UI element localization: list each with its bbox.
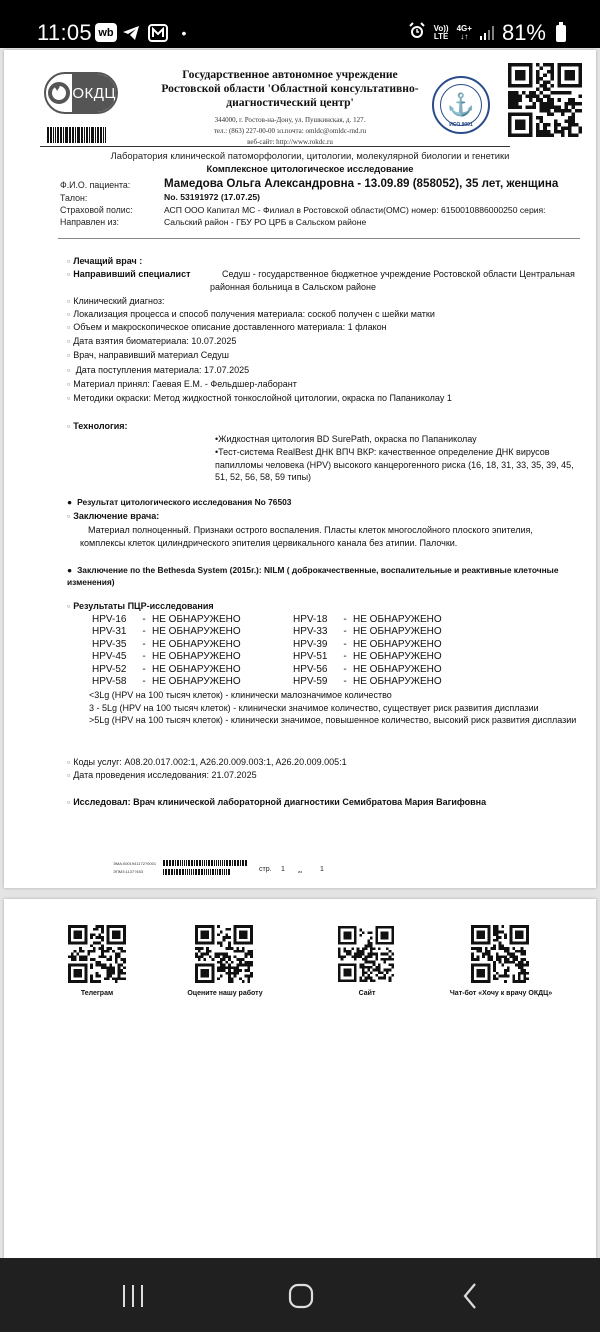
separator: -: [343, 651, 347, 663]
clinical-diagnosis: ▫ Клинический диагноз:: [67, 296, 165, 306]
barcode-bar: [171, 869, 173, 875]
pcr-result-row: [92, 626, 241, 637]
hpv-result: НЕ ОБНАРУЖЕНО: [152, 626, 241, 638]
qr-code-graphic: [508, 63, 582, 137]
barcode-bar: [77, 127, 80, 143]
material-volume: ▫ Объем и макроскопическое описание доставленного материала: 1 флакон: [67, 322, 387, 332]
barcode-bar: [194, 860, 195, 866]
barcode-bar: [95, 127, 96, 143]
barcode-bar: [186, 860, 187, 866]
barcode-bar: [228, 869, 230, 875]
technology-item-1: •Жидкостная цитология BD SurePath, окраска по Папаниколау: [215, 434, 477, 444]
signal-strength-icon: [480, 26, 494, 40]
barcode-bar: [72, 127, 74, 143]
doctor-conclusion-label: ▫ Заключение врача:: [67, 511, 160, 521]
accepted-by: ▫ Материал принял: Гаевая Е.М. - Фельдшер-лаборант: [67, 379, 297, 389]
wildberries-app-icon: wb: [95, 23, 117, 42]
pcr-legend-mid: 3 - 5Lg (HPV на 100 тысяч клеток) - клинически значимое количество, существует риск развития дисплазии: [89, 703, 539, 713]
policy-value: АСП ООО Капитал МС - Филиал в Ростовской области(ОМС) номер: 6150010886000250 серия:: [164, 205, 546, 215]
study-title: Комплексное цитологическое исследование: [206, 163, 414, 174]
doctor-conclusion-text: Материал полноценный. Признаки острого воспаления. Пласты клеток многослойного плоского эпителия,: [88, 525, 533, 535]
technology-item-2-cont2: 51, 52, 56, 58, 59 типы): [215, 472, 312, 482]
separator: -: [142, 676, 146, 687]
qr-website[interactable]: [338, 925, 394, 983]
hpv-type: HPV-51: [293, 651, 328, 663]
barcode-bar: [86, 127, 88, 143]
barcode-bar: [210, 869, 211, 875]
barcode-bar: [237, 860, 239, 866]
okdc-logo: ♥ ОКДЦ: [44, 72, 118, 114]
pcr-result-row: [92, 614, 241, 625]
pcr-result-row: [293, 651, 442, 662]
barcode-bar: [65, 127, 68, 143]
separator: -: [142, 663, 146, 675]
qr-telegram[interactable]: [68, 925, 126, 983]
policy-label: Страховой полис:: [60, 205, 133, 215]
barcode-bar: [222, 869, 223, 875]
barcode-bar: [97, 127, 99, 143]
barcode-bar: [217, 869, 218, 875]
barcode-bar: [206, 869, 207, 875]
barcode-bar: [232, 860, 233, 866]
pcr-results-title: ▫ Результаты ПЦР-исследования: [67, 601, 214, 611]
hpv-result: НЕ ОБНАРУЖЕНО: [353, 626, 442, 638]
hpv-result: НЕ ОБНАРУЖЕНО: [152, 651, 241, 663]
cytology-result-title: ● Результат цитологического исследования No 76503: [67, 497, 292, 507]
examined-by: ▫ Исследовал: Врач клинической лабораторной диагностики Семибратова Мария Вагифовна: [67, 797, 487, 807]
barcode-bar: [224, 860, 225, 866]
barcode-bar: [198, 869, 200, 875]
telegram-icon: [121, 23, 141, 42]
hpv-result: НЕ ОБНАРУЖЕНО: [152, 663, 241, 675]
barcode-bar: [55, 127, 56, 143]
barcode-bar: [174, 869, 175, 875]
pcr-legend-low: <3Lg (HPV на 100 тысяч клеток) - клинически малозначимое количество: [89, 690, 392, 700]
attending-doctor-label: ▫ Лечащий врач :: [67, 256, 143, 266]
hpv-result: НЕ ОБНАРУЖЕНО: [152, 676, 241, 687]
separator: -: [142, 614, 146, 625]
header-divider: [40, 146, 510, 147]
separator: -: [142, 626, 146, 638]
barcode-bar: [187, 869, 188, 875]
separator: -: [343, 663, 347, 675]
hpv-type: HPV-58: [92, 676, 127, 687]
qr-code-graphic: [195, 925, 253, 983]
barcode-bar: [63, 127, 64, 143]
barcode-bar: [169, 860, 171, 866]
barcode-bar: [204, 869, 205, 875]
anchor-emblem-icon: ⚓: [440, 84, 482, 126]
hpv-type: HPV-56: [293, 663, 328, 675]
referring-specialist-label: ▫ Направивший специалист: [67, 269, 191, 279]
barcode-bar: [196, 860, 198, 866]
notification-dot-icon: •: [181, 24, 187, 41]
alarm-icon: [408, 20, 426, 46]
barcode-bar: [91, 127, 94, 143]
pcr-result-row: [92, 651, 241, 662]
qr-code-graphic: [68, 925, 126, 983]
network-type-indicator: 4G+ ↓↑: [456, 24, 472, 41]
pcr-result-row: [92, 664, 241, 675]
staining-method: ▫ Методики окраски: Метод жидкостной тонкослойной цитологии, окраска по Папаниколау 1: [67, 393, 452, 403]
barcode-bar: [240, 860, 241, 866]
barcode-bar: [168, 869, 170, 875]
barcode-bar: [50, 127, 52, 143]
barcode-bar: [245, 860, 247, 866]
megamarket-icon: [147, 23, 169, 42]
qr-feedback[interactable]: [195, 925, 253, 983]
technology-item-2-cont: папилломы человека (HPV) высокого канцерогенного риска (16, 18, 31, 33, 35, 39, 45,: [215, 460, 574, 470]
referring-doctor: ▫ Врач, направивший материал Седуш: [67, 350, 230, 360]
pcr-result-row: [92, 676, 241, 687]
barcode-bar: [165, 869, 167, 875]
hpv-result: НЕ ОБНАРУЖЕНО: [353, 638, 442, 650]
barcode-bar: [177, 860, 179, 866]
technology-item-2: •Тест-система RealBest ДНК ВПЧ ВКР: качественное определение ДНК вирусов: [215, 447, 550, 457]
referred-from-value: Сальский район - ГБУ РО ЦРБ в Сальском районе: [164, 217, 367, 227]
barcode-bar: [229, 860, 231, 866]
barcode-bar: [218, 860, 219, 866]
hpv-result: НЕ ОБНАРУЖЕНО: [152, 638, 241, 650]
barcode-bar: [195, 869, 197, 875]
barcode-bar: [188, 860, 190, 866]
barcode-bar: [234, 860, 236, 866]
doctor-conclusion-text-cont: комплексы клеток цилиндрического эпителия цервикального канала без атипии. Палочки.: [80, 538, 458, 548]
status-time: 11:05: [37, 20, 92, 45]
barcode-bar: [214, 860, 215, 866]
page-of: из: [298, 869, 303, 874]
page-current: 1: [281, 866, 285, 873]
status-bar: [0, 0, 600, 48]
separator: -: [343, 676, 347, 687]
qr-chatbot[interactable]: [471, 925, 529, 983]
separator: -: [343, 638, 347, 650]
barcode-bar: [60, 127, 62, 143]
barcode-bar: [208, 869, 209, 875]
qr-caption-chatbot: Чат-бот «Хочу к врачу ОКДЦ»: [449, 990, 553, 997]
date-taken: ▫ Дата взятия биоматериала: 10.07.2025: [67, 336, 237, 346]
barcode-bar: [212, 869, 214, 875]
barcode-bar: [84, 127, 85, 143]
barcode-bar: [105, 127, 106, 143]
barcode-bar: [206, 860, 207, 866]
pcr-legend-high: >5Lg (HPV на 100 тысяч клеток) - клинически значимое, повышенное количество, высокий риск развития дисплазии: [89, 715, 577, 725]
referring-specialist-value-cont: районная больница в Сальском районе: [210, 282, 377, 292]
section-divider: [58, 238, 580, 239]
hpv-result: НЕ ОБНАРУЖЕНО: [353, 676, 442, 687]
barcode-bar: [182, 860, 183, 866]
back-button[interactable]: [450, 1280, 490, 1312]
footer-barcode-1: [163, 860, 248, 866]
qr-caption-feedback: Оцените нашу работу: [187, 990, 263, 997]
pcr-result-row: [92, 639, 241, 650]
barcode-bar: [47, 127, 49, 143]
recent-apps-button[interactable]: [113, 1280, 153, 1312]
iso-9001-seal: ⚓ ИСО 9001: [432, 76, 490, 134]
hpv-type: HPV-52: [92, 663, 127, 675]
qr-code-graphic: [471, 925, 529, 983]
barcode-bar: [75, 127, 76, 143]
pcr-result-row: [293, 676, 442, 687]
ticket-value: No. 53191972 (17.07.25): [164, 192, 261, 202]
barcode-bar: [215, 869, 216, 875]
header-qr-code: [508, 63, 582, 137]
barcode-bar: [204, 860, 205, 866]
battery-icon: [556, 25, 566, 42]
ticket-label: Талон:: [60, 193, 88, 203]
barcode-bar: [166, 860, 168, 866]
barcode-bar: [211, 860, 213, 866]
barcode-bar: [53, 127, 54, 143]
bethesda-conclusion: ● Заключение по the Bethesda System (2015г.): NILM ( доброкачественные, воспалительные и реактивные клеточные: [67, 565, 559, 575]
hpv-result: НЕ ОБНАРУЖЕНО: [353, 651, 442, 663]
barcode-bar: [179, 869, 181, 875]
laboratory-name: Лаборатория клинической патоморфологии, цитологии, молекулярной биологии и генетики: [110, 150, 510, 161]
barcode-bar: [202, 860, 203, 866]
barcode-bar: [219, 869, 221, 875]
separator: -: [343, 626, 347, 638]
barcode-bar: [175, 860, 176, 866]
study-date: ▫ Дата проведения исследования: 21.07.2025: [67, 770, 257, 780]
organization-name: Государственное автономное учреждение Ростовской области 'Областной консультативно- диагностический центр': [161, 68, 419, 109]
qr-caption-website: Сайт: [358, 990, 376, 997]
pcr-result-row: [293, 639, 442, 650]
barcode-bar: [242, 860, 244, 866]
patient-name-label: Ф.И.О. пациента:: [60, 180, 131, 190]
date-received: ▫ Дата поступления материала: 17.07.2025: [67, 365, 250, 375]
organization-contacts: 344000, г. Ростов-на-Дону, ул. Пушкинская, д. 127. тел.: (863) 227-00-00 эл.почта: omldc@omldc-rnd.ru веб-сайт: http://www.rokdc.ru: [213, 116, 367, 146]
barcode-bar: [189, 869, 190, 875]
separator: -: [142, 651, 146, 663]
barcode-bar: [57, 127, 59, 143]
barcode-bar: [199, 860, 201, 866]
barcode-bar: [176, 869, 178, 875]
home-button[interactable]: [281, 1280, 321, 1312]
barcode-bar: [191, 869, 192, 875]
hpv-type: HPV-39: [293, 638, 328, 650]
patient-name-value: Мамедова Ольга Александровна - 13.09.89 (858052), 35 лет, женщина: [164, 177, 559, 190]
volte-indicator: Vo)) LTE: [433, 24, 449, 41]
battery-percent: 81%: [501, 20, 546, 45]
barcode-bar: [226, 860, 228, 866]
barcode-bar: [226, 869, 227, 875]
barcode-bar: [163, 869, 164, 875]
barcode-bar: [172, 860, 174, 866]
barcode-bar: [224, 869, 225, 875]
barcode-bar: [220, 860, 221, 866]
hpv-result: НЕ ОБНАРУЖЕНО: [353, 614, 442, 625]
localization: ▫ Локализация процесса и способ получения материала: соскоб получен с шейки матки: [67, 309, 435, 319]
technology-label: ▫ Технология:: [67, 421, 128, 431]
barcode-bar: [222, 860, 223, 866]
barcode-bar: [191, 860, 193, 866]
barcode-bar: [184, 860, 185, 866]
page-label: стр.: [259, 866, 272, 873]
barcode-bar: [201, 869, 203, 875]
hpv-type: HPV-35: [92, 638, 127, 650]
qr-code-graphic: [338, 925, 394, 983]
document-ids: ЭМА:0001941172?0001 ЭПМЗ:1137?453: [113, 861, 157, 874]
header-barcode: [47, 127, 107, 143]
hpv-type: HPV-16: [92, 614, 127, 625]
referring-specialist-value: Седуш - государственное бюджетное учреждение Ростовской области Центральная: [222, 269, 575, 279]
hpv-type: HPV-33: [293, 626, 328, 638]
barcode-bar: [182, 869, 184, 875]
footer-barcode-2: [163, 869, 231, 875]
barcode-bar: [185, 869, 186, 875]
barcode-bar: [193, 869, 194, 875]
barcode-bar: [208, 860, 210, 866]
hands-heart-icon: [48, 82, 70, 104]
pcr-result-row: [293, 614, 442, 625]
barcode-bar: [103, 127, 104, 143]
barcode-bar: [216, 860, 217, 866]
page-total: 1: [320, 866, 324, 873]
hpv-type: HPV-18: [293, 614, 328, 625]
barcode-bar: [180, 860, 181, 866]
separator: -: [142, 638, 146, 650]
service-codes: ▫ Коды услуг: A08.20.017.002:1, A26.20.009.003:1, A26.20.009.005:1: [67, 757, 347, 767]
hpv-type: HPV-31: [92, 626, 127, 638]
hpv-type: HPV-59: [293, 676, 328, 687]
barcode-bar: [163, 860, 165, 866]
barcode-bar: [89, 127, 90, 143]
barcode-bar: [81, 127, 83, 143]
bethesda-conclusion-cont: изменения): [67, 577, 115, 587]
hpv-type: HPV-45: [92, 651, 127, 663]
pcr-result-row: [293, 626, 442, 637]
pcr-result-row: [293, 664, 442, 675]
referred-from-label: Направлен из:: [60, 217, 119, 227]
barcode-bar: [69, 127, 71, 143]
qr-caption-telegram: Телеграм: [80, 990, 114, 997]
hpv-result: НЕ ОБНАРУЖЕНО: [152, 614, 241, 625]
hpv-result: НЕ ОБНАРУЖЕНО: [353, 663, 442, 675]
android-navigation-bar: [0, 1258, 600, 1332]
barcode-bar: [100, 127, 102, 143]
separator: -: [343, 614, 347, 625]
